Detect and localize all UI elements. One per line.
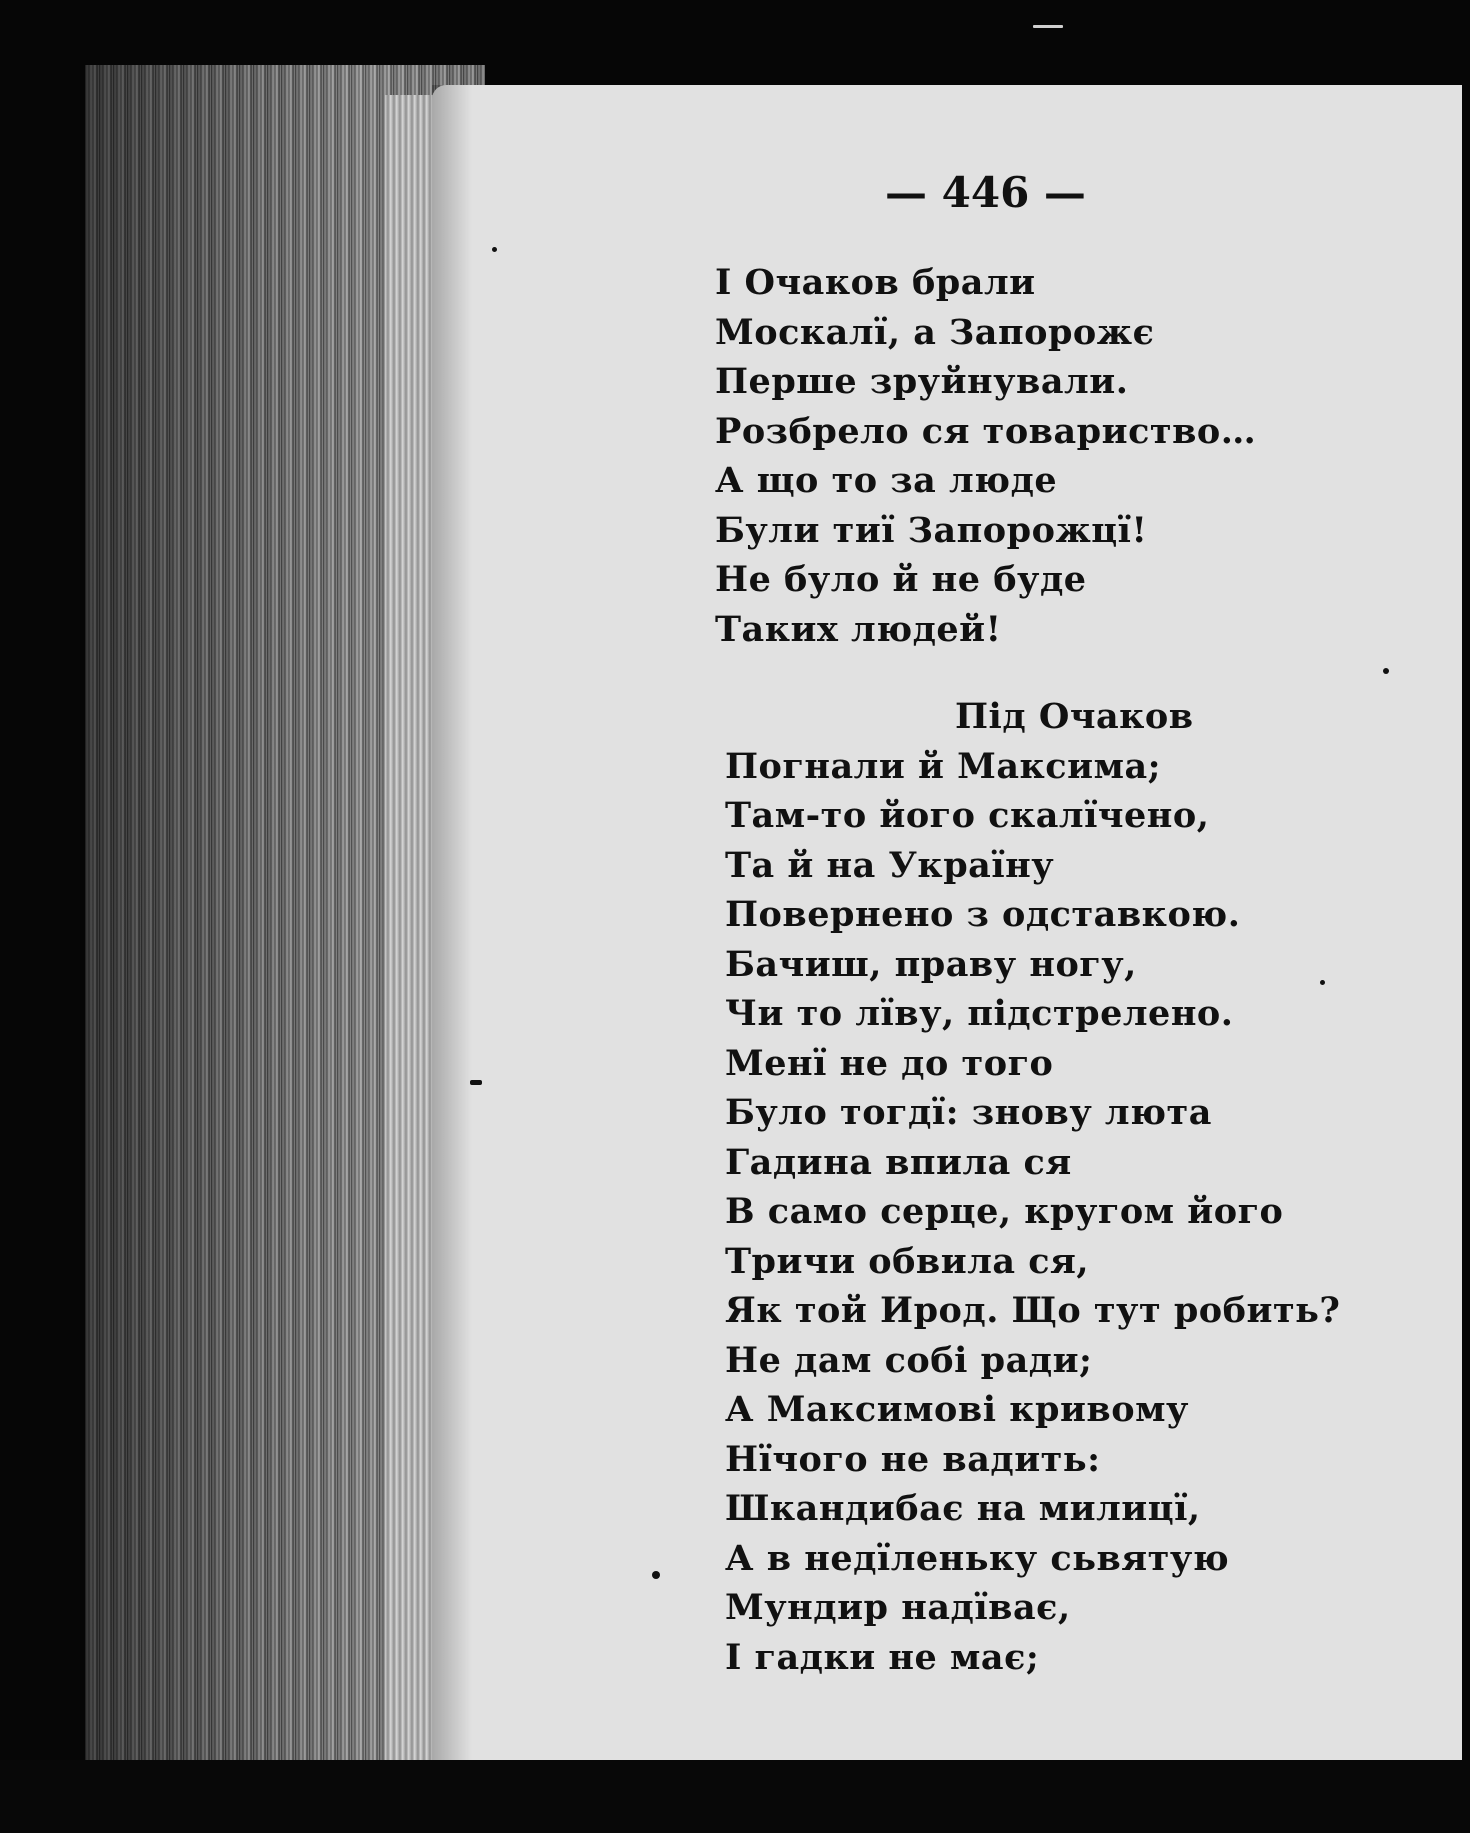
scan-speck <box>1320 980 1325 985</box>
verse-line: А в недїленьку сьвятую <box>725 1537 1230 1579</box>
scan-speck <box>1383 668 1389 674</box>
verse-line: Розбрело ся товариство… <box>715 410 1257 452</box>
verse-line: Погнали й Максима; <box>725 745 1162 787</box>
verse-line: Були тиї Запорожцї! <box>715 509 1148 551</box>
verse-line: А що то за люде <box>715 460 1058 501</box>
verse-line: Шкандибає на милицї, <box>725 1488 1201 1529</box>
verse-line: Було тогдї: знову люта <box>725 1092 1212 1133</box>
verse-line: Нїчого не вадить: <box>725 1438 1101 1480</box>
scan-speck <box>470 1080 482 1085</box>
verse-line: Мундир надїває, <box>725 1587 1071 1628</box>
verse-line: Тричи обвила ся, <box>725 1240 1090 1282</box>
scan-speck <box>492 247 497 252</box>
page-number: — 446 — <box>885 168 1086 217</box>
verse-line: Чи то лїву, підстрелено. <box>725 993 1234 1034</box>
stanza-1 <box>715 258 1256 654</box>
verse-line: І гадки не має; <box>725 1636 1040 1678</box>
scan-bottom-margin <box>0 1760 1470 1833</box>
verse-line: Гадина впила ся <box>725 1141 1072 1183</box>
scan-speck <box>1033 25 1063 28</box>
verse-line: Менї не до того <box>725 1042 1054 1084</box>
scan-speck <box>652 1571 660 1579</box>
verse-line: Не дам собі ради; <box>725 1339 1093 1381</box>
verse-line: Москалї, а Запорожє <box>715 311 1155 353</box>
verse-line: В само серце, кругом його <box>725 1191 1284 1232</box>
verse-line: Таких людей! <box>715 608 1002 650</box>
verse-line: Перше зруйнували. <box>715 361 1129 402</box>
verse-line: Та й на Україну <box>725 844 1055 886</box>
verse-line: Під Очаков <box>955 696 1194 737</box>
verse-line: А Максимові кривому <box>725 1389 1189 1430</box>
verse-line: І Очаков брали <box>715 262 1036 303</box>
verse-line: Як той Ирод. Що тут робить? <box>725 1290 1341 1331</box>
verse-line: Бачиш, праву ногу, <box>725 943 1137 985</box>
verse-line: Повернено з одставкою. <box>725 894 1241 935</box>
verse-line: Там-то його скалїчено, <box>725 795 1210 836</box>
stanza-2 <box>725 692 1340 1682</box>
verse-line: Не було й не буде <box>715 559 1087 600</box>
